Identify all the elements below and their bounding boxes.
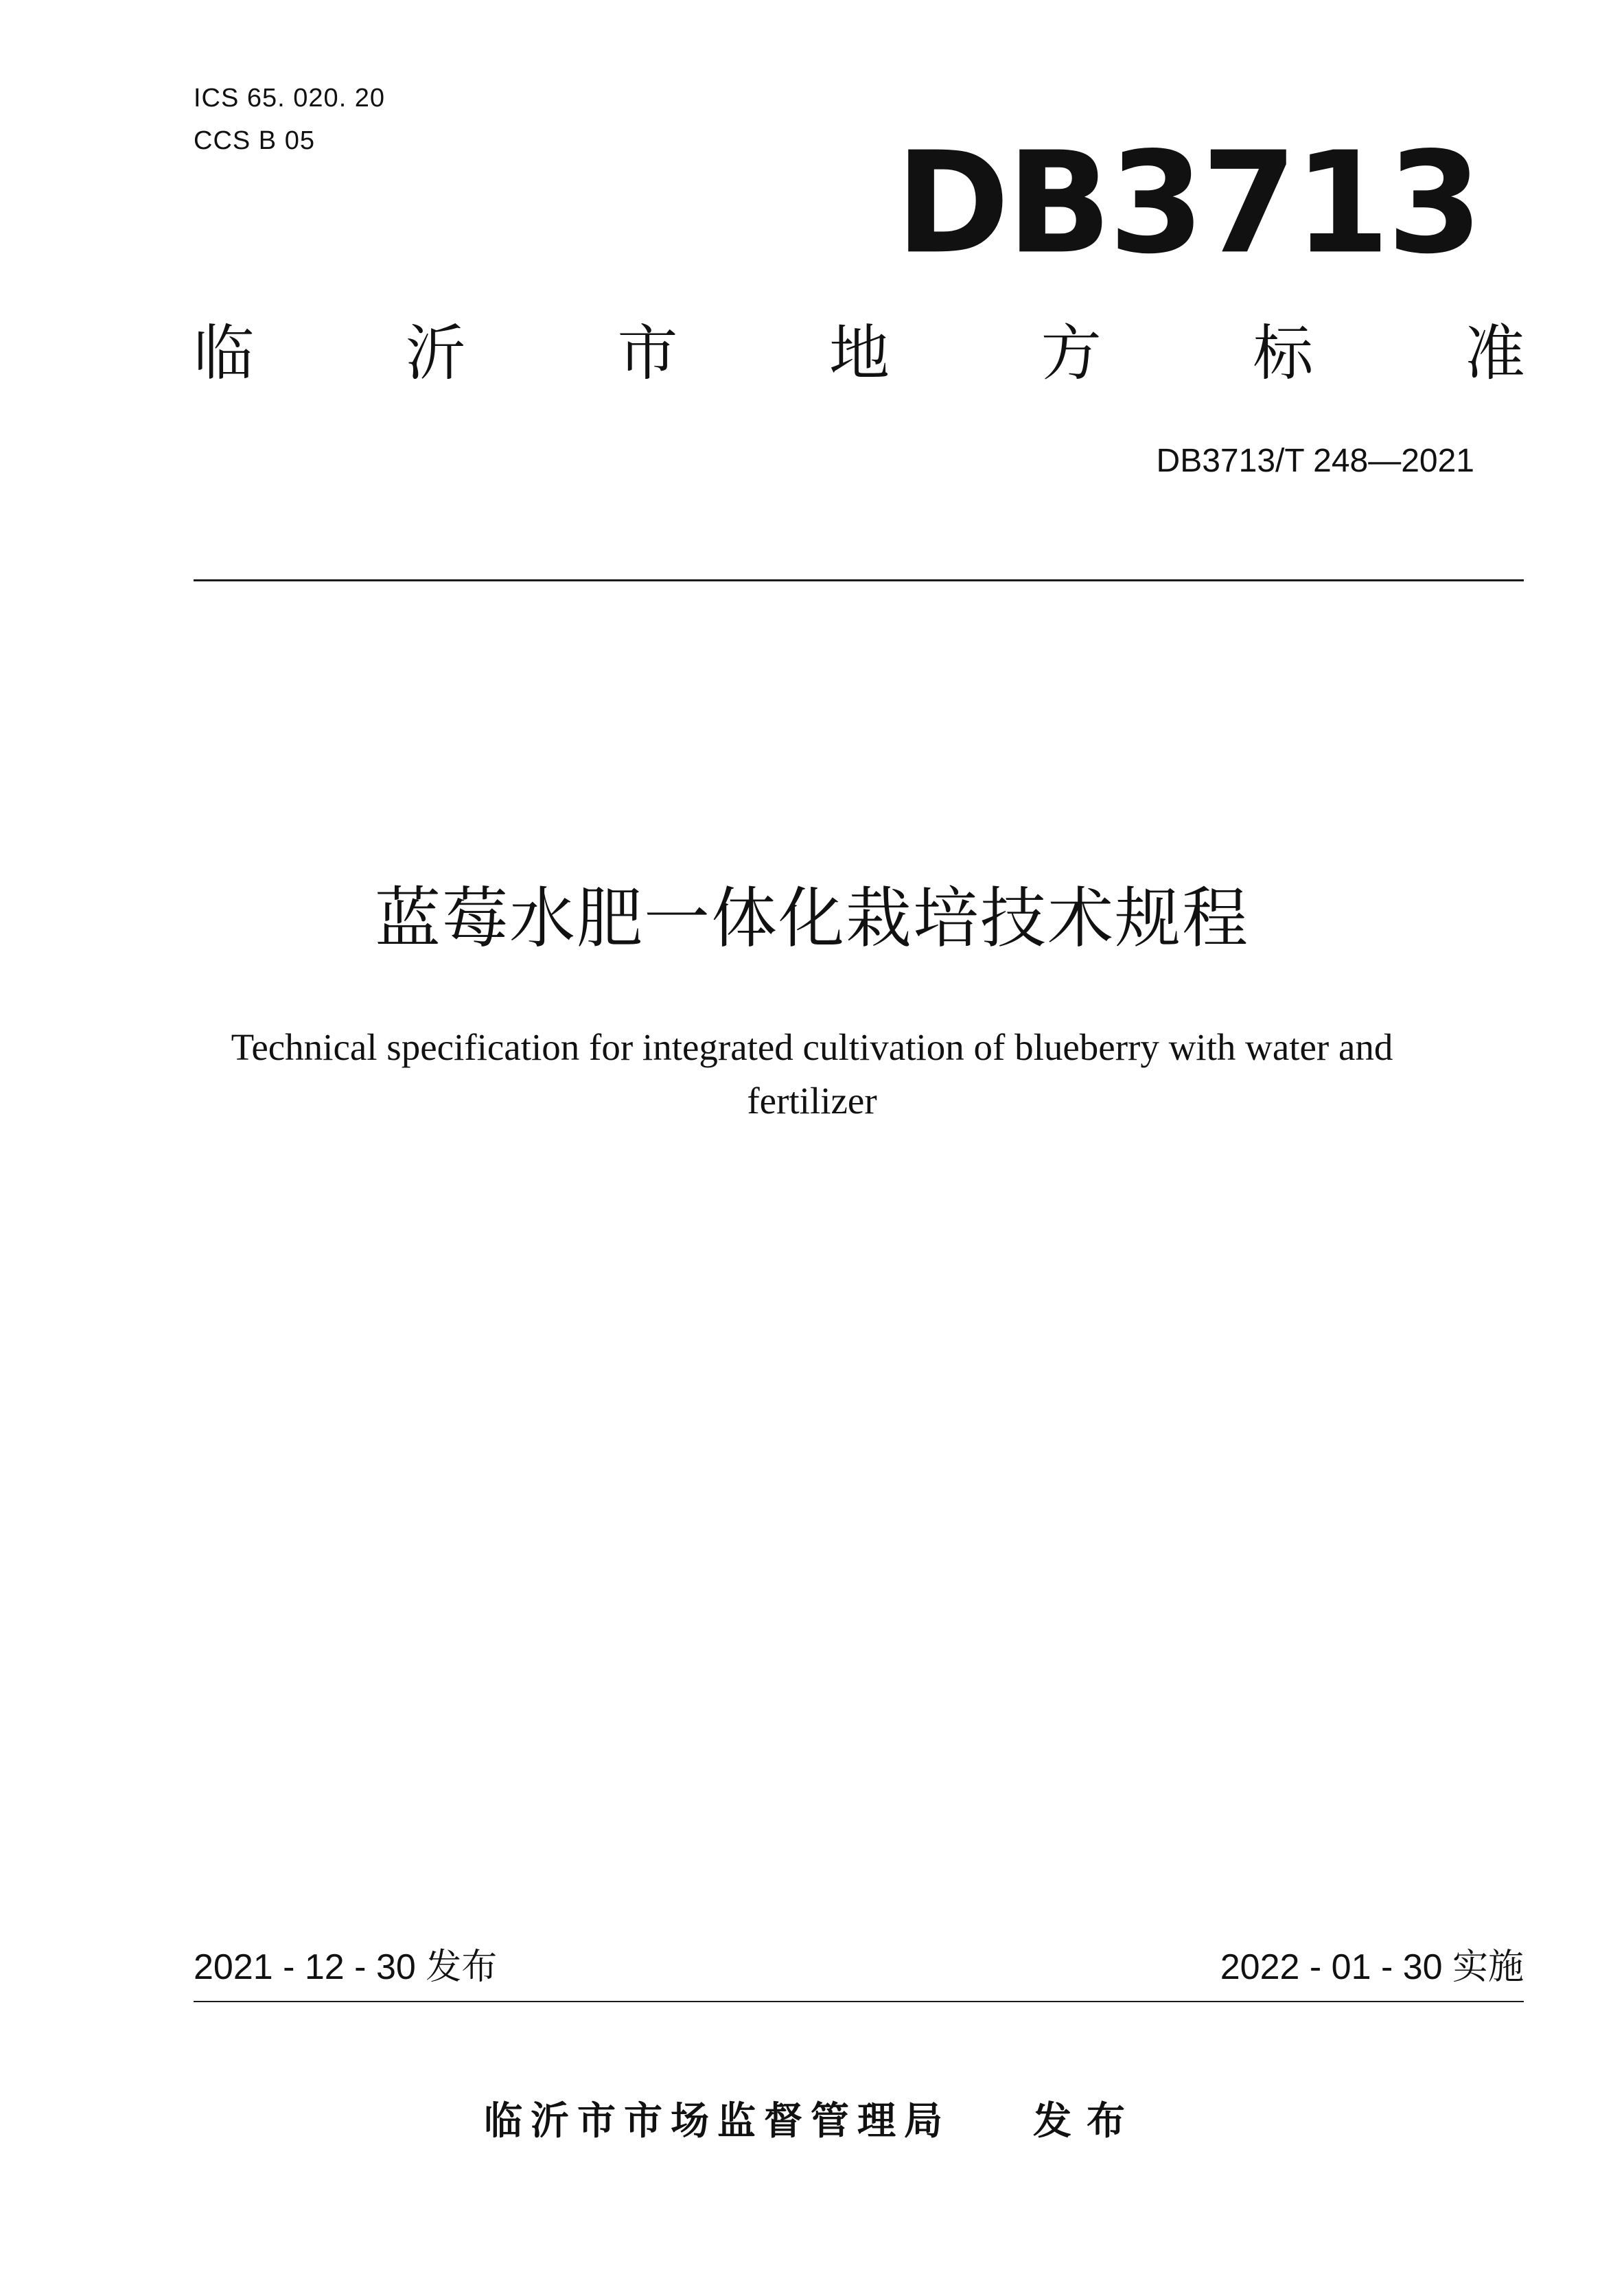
ics-code: ICS 65. 020. 20 (194, 84, 386, 113)
standard-type-char: 市 (617, 318, 678, 389)
standard-type-heading (194, 312, 1525, 395)
standard-type-char: 方 (1041, 318, 1102, 389)
issue-date: 2021 - 12 - 30 发布 (194, 1947, 498, 1987)
standard-number: DB3713/T 248—2021 (1156, 443, 1474, 479)
issuer-line (0, 2099, 1624, 2144)
top-divider (194, 579, 1524, 581)
issuer-action: 发布 (1033, 2099, 1140, 2144)
ccs-code: CCS B 05 (194, 126, 315, 155)
bottom-divider (194, 2001, 1524, 2002)
standard-type-char: 地 (828, 318, 890, 389)
title-english: Technical specification for integrated cultivation of blueberry with water and fertilizer (231, 1026, 1393, 1122)
implementation-date: 2022 - 01 - 30 实施 (1220, 1947, 1524, 1987)
standard-code-logo: DB3713 (895, 121, 1480, 286)
standard-type-char: 沂 (405, 318, 466, 389)
issuer-name: 临沂市市场监督管理局 (484, 2099, 951, 2144)
standard-type-char: 标 (1253, 318, 1314, 389)
title-chinese: 蓝莓水肥一体化栽培技术规程 (375, 880, 1249, 957)
standard-type-char: 临 (194, 318, 255, 389)
standard-type-char: 准 (1464, 318, 1525, 389)
